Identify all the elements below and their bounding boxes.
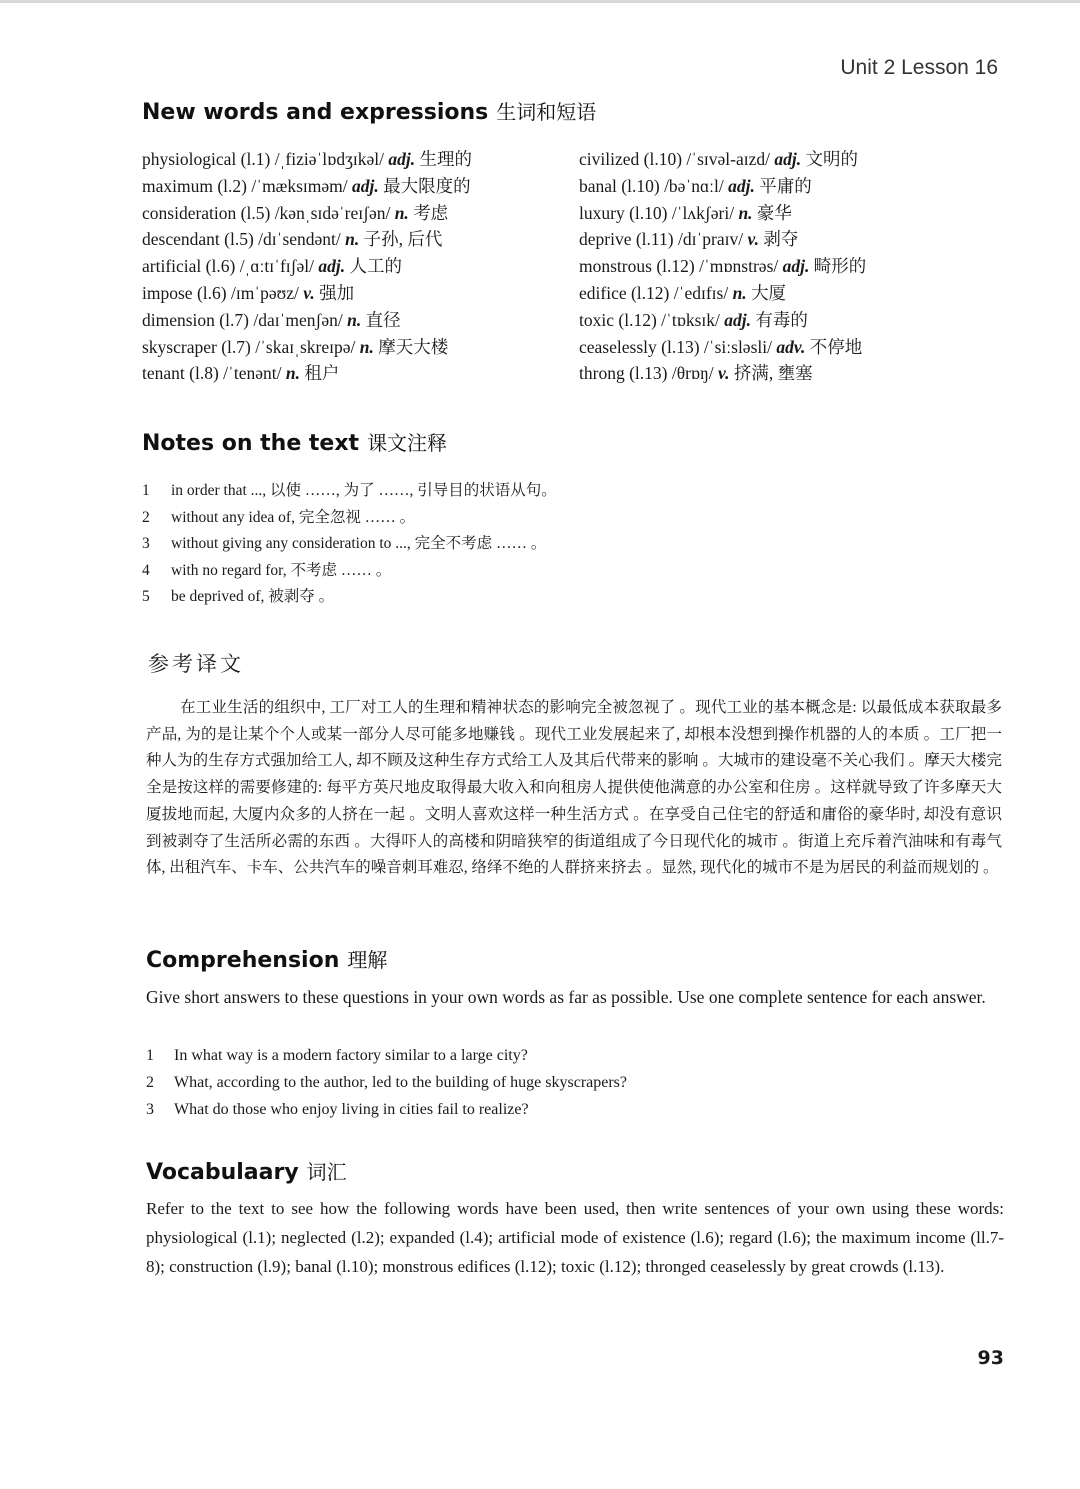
vocab-meaning: 直径 (365, 309, 401, 330)
translation-body: 在工业生活的组织中, 工厂对工人的生理和精神状态的影响完全被忽视了 。现代工业的基本概念是: 以最低成本获取最多产品, 为的是让某个个人或某一部分人尽可能多地赚钱 。现代工业发展起来了, 却根本没想到操作机器的人的本质 。工厂把一种人为的生存方式强加给工人, 却不顾及这种生存方式给工人及其后代带来的影响 。大城市的建设毫不关心我们 。摩天大楼完全是按这样的需要修建的: 每平方英尺地皮取得最大收入和向租房人提供使他满意的办公室和住房 。这样就导致了许多摩天大厦拔地而起, 大厦内众多的人挤在一起 。文明人喜欢这样一种生活方式 。在享受自己住宅的舒适和庸俗的豪华时, 却没有意识到被剥夺了生活所必需的东西 。大得吓人的高楼和阴暗狭窄的街道组成了今日现代化的城市 。街道上充斥着汽油味和有毒气体, 出租汽车、卡车、公共汽车的噪音刺耳难忍, 络绎不绝的人群挤来挤去 。显然, 现代化的城市不是为居民的利益而规划的 。 (146, 699, 1002, 877)
vocab-word: tenant (142, 363, 185, 384)
vocab-word: descendant (142, 229, 220, 250)
vocab-part-of-speech: adj. (728, 175, 755, 196)
vocab-word: skyscraper (142, 336, 217, 357)
question-item (146, 1096, 627, 1123)
vocab-meaning: 有毒的 (755, 309, 808, 330)
note-text: with no regard for, 不考虑 …… 。 (171, 561, 392, 579)
vocab-line-ref: (l.5) (240, 202, 271, 223)
comprehension-title-zh: 理解 (347, 948, 388, 972)
vocab-meaning: 大厦 (751, 282, 787, 303)
vocab-phonetic: /ˌɑːtɪˈfɪʃəl/ (239, 256, 314, 277)
vocab-word: civilized (579, 149, 640, 169)
question-item (146, 1042, 627, 1069)
vocab-part-of-speech: adj. (774, 149, 802, 169)
vocab-entry (579, 307, 866, 334)
vocab-part-of-speech: adj. (724, 309, 752, 330)
vocab-meaning: 畸形的 (813, 256, 867, 277)
vocab-phonetic: /ˈtɒksɪk/ (661, 309, 720, 330)
vocab-phonetic: /ɪmˈpəʊz/ (230, 282, 299, 303)
note-item (142, 558, 557, 585)
vocab-phonetic: /ˈlʌkʃəri/ (671, 202, 735, 223)
vocab-entry (579, 200, 866, 227)
comprehension-instruction: Give short answers to these questions in your own words as far as possible. Use one complete sentence for each answer. (146, 987, 986, 1007)
vocab-part-of-speech: adj. (352, 175, 379, 196)
question-text: What, according to the author, led to the building of huge skyscrapers? (174, 1074, 627, 1091)
vocab-phonetic: /kənˌsɪdəˈreɪʃən/ (274, 202, 391, 223)
vocab-word: artificial (142, 256, 202, 277)
note-item (142, 478, 557, 505)
vocab-entry (142, 173, 472, 200)
vocab-line-ref: (l.6) (196, 282, 227, 303)
vocab-meaning: 挤满, 壅塞 (733, 363, 813, 384)
vocab-part-of-speech: v. (303, 282, 315, 303)
vocab-part-of-speech: adj. (782, 256, 810, 277)
question-text: What do those who enjoy living in cities fail to realize? (174, 1101, 529, 1118)
vocab-phonetic: /ˈedɪfɪs/ (673, 282, 729, 303)
vocab-line-ref: (l.5) (224, 229, 254, 250)
vocab-meaning: 人工的 (349, 256, 402, 277)
vocab-word: impose (142, 282, 193, 303)
vocab-part-of-speech: adv. (776, 336, 806, 357)
vocab-meaning: 生理的 (419, 149, 472, 169)
vocab-entry (142, 360, 472, 387)
vocab-line-ref: (l.10) (629, 202, 668, 223)
vocab-meaning: 摩天大楼 (378, 336, 449, 357)
note-number: 1 (142, 482, 150, 499)
vocab-phonetic: /ˈmæksɪməm/ (251, 175, 348, 196)
vocab-word: ceaselessly (579, 336, 657, 357)
vocab-meaning: 最大限度的 (383, 175, 471, 196)
note-number: 5 (142, 588, 150, 606)
vocab-left-column (142, 146, 472, 387)
vocab-line-ref: (l.10) (643, 149, 683, 169)
note-number: 4 (142, 561, 150, 579)
vocab-meaning: 豪华 (756, 202, 792, 223)
vocab-entry (579, 280, 866, 307)
question-item (146, 1069, 627, 1096)
notes-list (142, 478, 557, 611)
vocab-part-of-speech: n. (394, 202, 409, 223)
question-number: 1 (146, 1047, 154, 1064)
vocab-line-ref: (l.10) (621, 175, 660, 196)
vocab-meaning: 考虑 (413, 202, 449, 223)
vocab-phonetic: /ˈsiːsləsli/ (703, 336, 772, 357)
vocab-phonetic: /ˈtenənt/ (223, 363, 282, 384)
vocab-part-of-speech: v. (717, 363, 730, 384)
vocab-entry (142, 226, 472, 253)
vocab-phonetic: /dɪˈsendənt/ (258, 229, 341, 250)
vocab-line-ref: (l.1) (240, 149, 271, 169)
vocab-word: maximum (142, 175, 213, 196)
vocab-part-of-speech: n. (738, 202, 753, 223)
vocab-word: physiological (142, 149, 237, 169)
vocab-word: monstrous (579, 256, 652, 277)
question-text: In what way is a modern factory similar to a large city? (174, 1047, 528, 1064)
vocab-word: consideration (142, 202, 237, 223)
vocab-phonetic: /daɪˈmenʃən/ (253, 309, 343, 330)
note-text: without any idea of, 完全忽视 …… 。 (171, 508, 416, 526)
vocab-phonetic: /bəˈnɑːl/ (664, 175, 724, 196)
vocab-meaning: 平庸的 (759, 175, 812, 196)
vocab-word: edifice (579, 282, 627, 303)
vocab-meaning: 子孙, 后代 (363, 229, 443, 250)
vocab-entry (579, 334, 866, 361)
vocab-word: dimension (142, 309, 215, 330)
vocabulary-heading (146, 1156, 347, 1185)
vocab-meaning: 租户 (304, 363, 340, 384)
new-words-heading (142, 96, 596, 125)
page-number: 93 (977, 1347, 1004, 1369)
page-top-edge (0, 0, 1080, 3)
vocab-word: toxic (579, 309, 614, 330)
vocab-word: deprive (579, 229, 632, 250)
vocab-entry (579, 226, 866, 253)
vocab-part-of-speech: n. (359, 336, 374, 357)
vocab-line-ref: (l.8) (189, 363, 219, 384)
vocab-meaning: 不停地 (809, 336, 863, 357)
vocab-line-ref: (l.12) (630, 282, 670, 303)
new-words-title: New words and expressions (142, 100, 489, 125)
vocab-phonetic: /ˌfiziəˈlɒdʒɪkəl/ (274, 149, 384, 169)
vocab-meaning: 剥夺 (763, 229, 799, 250)
note-number: 2 (142, 508, 150, 526)
vocab-line-ref: (l.12) (618, 309, 657, 330)
vocab-phonetic: /ˈsɪvəl-aɪzd/ (686, 149, 770, 169)
note-item (142, 505, 557, 532)
vocab-part-of-speech: n. (732, 282, 747, 303)
vocab-line-ref: (l.7) (221, 336, 251, 357)
comprehension-heading (146, 944, 387, 973)
notes-heading (142, 427, 447, 456)
vocab-part-of-speech: n. (285, 363, 300, 384)
comprehension-questions (146, 1042, 627, 1123)
note-text: be deprived of, 被剥夺 。 (171, 588, 335, 606)
vocab-line-ref: (l.11) (635, 229, 674, 250)
vocabulary-title-zh: 词汇 (306, 1160, 347, 1184)
vocab-part-of-speech: adj. (388, 149, 416, 169)
vocab-entry (142, 280, 472, 307)
vocab-line-ref: (l.6) (205, 256, 236, 277)
comprehension-title: Comprehension (146, 948, 340, 973)
vocabulary-title: Vocabulaary (146, 1160, 299, 1185)
note-number: 3 (142, 535, 150, 553)
vocab-entry (142, 200, 472, 227)
note-item (142, 584, 557, 611)
vocab-word: banal (579, 175, 617, 196)
notes-title: Notes on the text (142, 431, 360, 456)
vocab-right-column (579, 146, 866, 387)
notes-title-zh: 课文注释 (367, 431, 448, 455)
vocab-entry (142, 307, 472, 334)
vocab-line-ref: (l.13) (629, 363, 668, 384)
running-header: Unit 2 Lesson 16 (840, 56, 998, 79)
vocabulary-instruction: Refer to the text to see how the following words have been used, then write sentences of your own using these words: physiological (l.1); neglected (l.2); expanded (l.4); artificial mode of existence (l.6); regard (l.6); the maximum income (ll.7-8); construction (l.9); banal (l.10); monstrous edifices (l.12); toxic (l.12); thronged ceaselessly by great crowds (l.13). (146, 1199, 1004, 1276)
vocab-line-ref: (l.7) (219, 309, 249, 330)
vocab-meaning: 强加 (319, 282, 355, 303)
vocab-part-of-speech: v. (747, 229, 759, 250)
vocab-entry (579, 146, 866, 173)
note-text: in order that ..., 以使 ……, 为了 ……, 引导目的状语从句。 (171, 482, 557, 499)
new-words-title-zh: 生词和短语 (496, 100, 597, 124)
vocab-word: luxury (579, 202, 625, 223)
question-number: 2 (146, 1074, 154, 1091)
vocab-phonetic: /θrɒŋ/ (671, 363, 714, 384)
note-item (142, 531, 557, 558)
vocab-word: throng (579, 363, 625, 384)
vocab-part-of-speech: n. (345, 229, 360, 250)
vocab-entry (579, 360, 866, 387)
vocab-entry (142, 334, 472, 361)
vocab-entry (579, 253, 866, 280)
vocab-part-of-speech: adj. (318, 256, 346, 277)
vocab-entry (579, 173, 866, 200)
vocab-line-ref: (l.12) (656, 256, 695, 277)
vocab-line-ref: (l.13) (661, 336, 700, 357)
vocab-line-ref: (l.2) (217, 175, 247, 196)
question-number: 3 (146, 1101, 154, 1118)
vocab-entry (142, 253, 472, 280)
vocab-part-of-speech: n. (347, 309, 362, 330)
vocab-phonetic: /ˈmɒnstrəs/ (699, 256, 779, 277)
note-text: without giving any consideration to ..., 完全不考虑 …… 。 (171, 535, 547, 553)
vocab-entry (142, 146, 472, 173)
vocab-meaning: 文明的 (805, 149, 858, 169)
vocab-phonetic: /dɪˈpraɪv/ (677, 229, 744, 250)
vocab-phonetic: /ˈskaɪˌskreɪpə/ (255, 336, 356, 357)
translation-title: 参考译文 (148, 652, 244, 676)
